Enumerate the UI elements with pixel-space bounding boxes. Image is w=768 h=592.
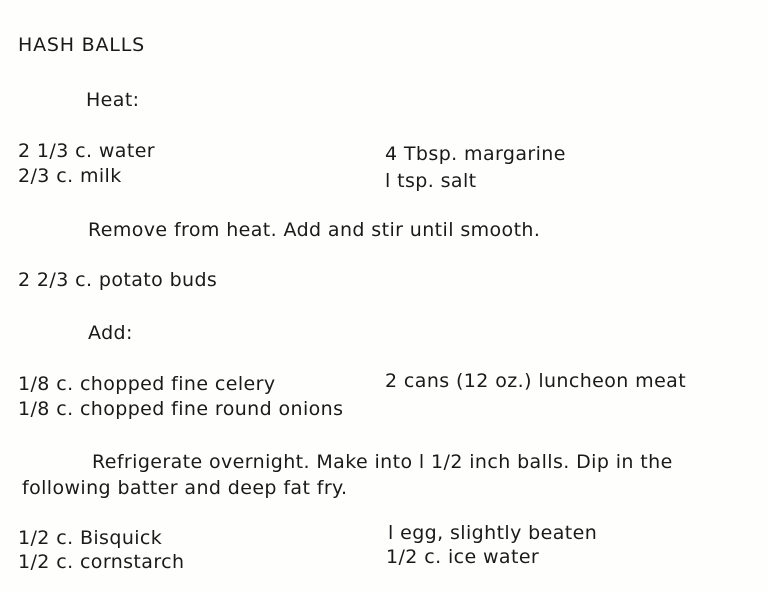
ingredient-water: 2 1/3 c. water bbox=[18, 140, 156, 162]
instruction-refrigerate-line2: following batter and deep fat fry. bbox=[22, 477, 348, 499]
add-heading: Add: bbox=[88, 322, 133, 344]
ingredient-potato-buds: 2 2/3 c. potato buds bbox=[18, 269, 218, 291]
ingredient-cornstarch: 1/2 c. cornstarch bbox=[18, 551, 185, 573]
ingredient-bisquick: 1/2 c. Bisquick bbox=[18, 527, 163, 549]
ingredient-celery: 1/8 c. chopped fine celery bbox=[18, 373, 276, 395]
ingredient-luncheon-meat: 2 cans (12 oz.) luncheon meat bbox=[385, 370, 687, 392]
ingredient-milk: 2/3 c. milk bbox=[18, 165, 122, 187]
ingredient-onions: 1/8 c. chopped fine round onions bbox=[18, 398, 344, 420]
ingredient-salt: l tsp. salt bbox=[385, 170, 477, 192]
ingredient-egg: l egg, slightly beaten bbox=[388, 522, 598, 544]
ingredient-margarine: 4 Tbsp. margarine bbox=[385, 143, 566, 165]
instruction-refrigerate-line1: Refrigerate overnight. Make into l 1/2 inch balls. Dip in the bbox=[92, 451, 673, 473]
instruction-remove-heat: Remove from heat. Add and stir until smooth. bbox=[88, 219, 541, 241]
recipe-title: HASH BALLS bbox=[18, 34, 145, 56]
ingredient-ice-water: 1/2 c. ice water bbox=[386, 546, 540, 568]
heat-heading: Heat: bbox=[86, 89, 140, 111]
